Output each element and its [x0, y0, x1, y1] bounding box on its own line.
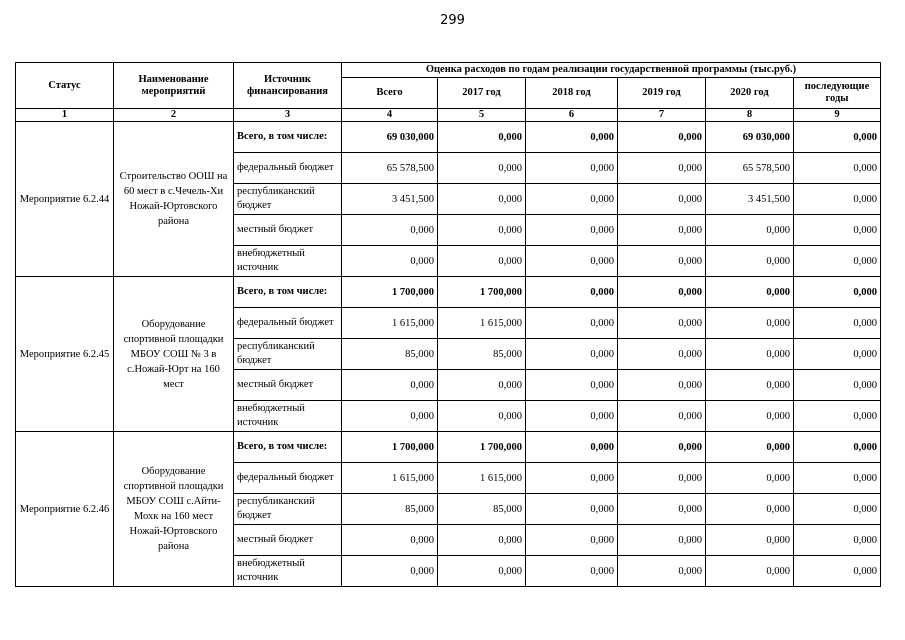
cell-amount: 0,000	[526, 370, 618, 401]
cell-funding-source: Всего, в том числе:	[234, 277, 342, 308]
column-number-row	[16, 109, 881, 122]
cell-amount: 0,000	[526, 308, 618, 339]
table-body	[16, 122, 881, 587]
cell-funding-source: Всего, в том числе:	[234, 122, 342, 153]
cell-amount: 0,000	[526, 494, 618, 525]
cell-amount: 0,000	[526, 339, 618, 370]
cell-funding-source: внебюджетный источник	[234, 246, 342, 277]
cell-amount: 69 030,000	[342, 122, 438, 153]
cell-amount: 0,000	[618, 246, 706, 277]
cell-funding-source: местный бюджет	[234, 525, 342, 556]
cell-amount: 0,000	[526, 463, 618, 494]
cell-amount: 0,000	[342, 246, 438, 277]
cell-amount: 0,000	[526, 246, 618, 277]
cell-amount: 0,000	[794, 308, 881, 339]
cell-status: Мероприятие 6.2.44	[16, 122, 114, 277]
cell-funding-source: федеральный бюджет	[234, 308, 342, 339]
cell-amount: 0,000	[342, 215, 438, 246]
table-row-total	[16, 277, 881, 308]
header-2019: 2019 год	[618, 78, 706, 109]
cell-amount: 0,000	[438, 153, 526, 184]
cell-amount: 0,000	[342, 556, 438, 587]
cell-amount: 0,000	[794, 122, 881, 153]
cell-amount: 85,000	[438, 339, 526, 370]
cell-amount: 1 615,000	[438, 308, 526, 339]
cell-amount: 85,000	[342, 494, 438, 525]
cell-amount: 0,000	[526, 401, 618, 432]
cell-amount: 0,000	[618, 432, 706, 463]
cell-amount: 0,000	[794, 153, 881, 184]
cell-amount: 0,000	[618, 184, 706, 215]
cell-amount: 0,000	[526, 432, 618, 463]
column-number: 9	[794, 109, 881, 122]
column-number: 7	[618, 109, 706, 122]
page-number: 299	[440, 13, 465, 28]
cell-amount: 3 451,500	[342, 184, 438, 215]
budget-table	[15, 62, 881, 587]
cell-funding-source: республиканский бюджет	[234, 184, 342, 215]
cell-funding-source: Всего, в том числе:	[234, 432, 342, 463]
cell-amount: 0,000	[618, 494, 706, 525]
cell-amount: 0,000	[618, 122, 706, 153]
cell-funding-source: внебюджетный источник	[234, 556, 342, 587]
cell-status: Мероприятие 6.2.46	[16, 432, 114, 587]
column-number: 2	[114, 109, 234, 122]
header-expense-estimate: Оценка расходов по годам реализации государственной программы (тыс.руб.)	[342, 63, 881, 78]
table-header	[16, 63, 881, 122]
cell-amount: 0,000	[706, 463, 794, 494]
cell-amount: 0,000	[618, 277, 706, 308]
cell-funding-source: местный бюджет	[234, 370, 342, 401]
header-2017: 2017 год	[438, 78, 526, 109]
cell-amount: 0,000	[794, 432, 881, 463]
cell-amount: 1 700,000	[438, 432, 526, 463]
cell-amount: 0,000	[526, 184, 618, 215]
cell-amount: 0,000	[706, 494, 794, 525]
table-row-total	[16, 122, 881, 153]
cell-amount: 1 615,000	[438, 463, 526, 494]
cell-amount: 0,000	[706, 246, 794, 277]
cell-amount: 0,000	[438, 370, 526, 401]
cell-amount: 0,000	[618, 401, 706, 432]
cell-funding-source: республиканский бюджет	[234, 339, 342, 370]
cell-amount: 0,000	[794, 215, 881, 246]
cell-amount: 0,000	[706, 277, 794, 308]
cell-amount: 0,000	[438, 215, 526, 246]
cell-amount: 0,000	[438, 122, 526, 153]
cell-amount: 0,000	[706, 215, 794, 246]
cell-amount: 0,000	[794, 370, 881, 401]
cell-amount: 0,000	[618, 556, 706, 587]
cell-amount: 0,000	[794, 246, 881, 277]
column-number: 3	[234, 109, 342, 122]
column-number: 6	[526, 109, 618, 122]
cell-amount: 0,000	[526, 153, 618, 184]
cell-funding-source: местный бюджет	[234, 215, 342, 246]
cell-amount: 0,000	[526, 215, 618, 246]
cell-funding-source: федеральный бюджет	[234, 153, 342, 184]
cell-status: Мероприятие 6.2.45	[16, 277, 114, 432]
cell-amount: 1 615,000	[342, 308, 438, 339]
header-name: Наименование мероприятий	[114, 63, 234, 109]
cell-amount: 65 578,500	[342, 153, 438, 184]
cell-amount: 0,000	[618, 370, 706, 401]
cell-amount: 0,000	[706, 556, 794, 587]
cell-amount: 85,000	[342, 339, 438, 370]
cell-amount: 0,000	[438, 556, 526, 587]
cell-amount: 0,000	[526, 277, 618, 308]
cell-event-name: Строительство ООШ на 60 мест в с.Чечель-Хи Ножай-Юртовского района	[114, 122, 234, 277]
table-row-total	[16, 432, 881, 463]
cell-amount: 0,000	[342, 370, 438, 401]
cell-amount: 0,000	[438, 401, 526, 432]
cell-amount: 0,000	[618, 153, 706, 184]
cell-amount: 0,000	[706, 339, 794, 370]
cell-amount: 0,000	[618, 308, 706, 339]
cell-event-name: Оборудование спортивной площадки МБОУ СОШ № 3 в с.Ножай-Юрт на 160 мест	[114, 277, 234, 432]
cell-amount: 0,000	[618, 339, 706, 370]
column-number: 1	[16, 109, 114, 122]
cell-amount: 0,000	[618, 525, 706, 556]
header-2018: 2018 год	[526, 78, 618, 109]
cell-amount: 0,000	[706, 525, 794, 556]
cell-amount: 0,000	[618, 215, 706, 246]
cell-amount: 1 700,000	[438, 277, 526, 308]
cell-amount: 0,000	[706, 370, 794, 401]
cell-amount: 1 700,000	[342, 277, 438, 308]
cell-amount: 0,000	[706, 308, 794, 339]
cell-amount: 0,000	[794, 184, 881, 215]
cell-amount: 0,000	[794, 494, 881, 525]
cell-amount: 0,000	[526, 122, 618, 153]
cell-amount: 3 451,500	[706, 184, 794, 215]
cell-amount: 0,000	[706, 432, 794, 463]
cell-amount: 0,000	[526, 556, 618, 587]
cell-event-name: Оборудование спортивной площадки МБОУ СОШ с.Айти-Мохк на 160 мест Ножай-Юртовского района	[114, 432, 234, 587]
cell-amount: 0,000	[794, 339, 881, 370]
cell-amount: 1 615,000	[342, 463, 438, 494]
cell-amount: 65 578,500	[706, 153, 794, 184]
cell-amount: 0,000	[342, 401, 438, 432]
cell-amount: 0,000	[438, 184, 526, 215]
cell-funding-source: федеральный бюджет	[234, 463, 342, 494]
cell-amount: 0,000	[706, 401, 794, 432]
cell-amount: 0,000	[526, 525, 618, 556]
cell-amount: 1 700,000	[342, 432, 438, 463]
cell-amount: 0,000	[794, 525, 881, 556]
cell-amount: 0,000	[794, 277, 881, 308]
column-number: 5	[438, 109, 526, 122]
cell-amount: 0,000	[794, 463, 881, 494]
header-2020: 2020 год	[706, 78, 794, 109]
cell-amount: 85,000	[438, 494, 526, 525]
cell-funding-source: республиканский бюджет	[234, 494, 342, 525]
cell-amount: 0,000	[618, 463, 706, 494]
cell-amount: 0,000	[342, 525, 438, 556]
cell-amount: 0,000	[438, 525, 526, 556]
column-number: 8	[706, 109, 794, 122]
header-source: Источник финансирования	[234, 63, 342, 109]
cell-funding-source: внебюджетный источник	[234, 401, 342, 432]
cell-amount: 0,000	[438, 246, 526, 277]
header-later-years: последующие годы	[794, 78, 881, 109]
header-total: Всего	[342, 78, 438, 109]
column-number: 4	[342, 109, 438, 122]
header-status: Статус	[16, 63, 114, 109]
cell-amount: 0,000	[794, 556, 881, 587]
cell-amount: 69 030,000	[706, 122, 794, 153]
cell-amount: 0,000	[794, 401, 881, 432]
